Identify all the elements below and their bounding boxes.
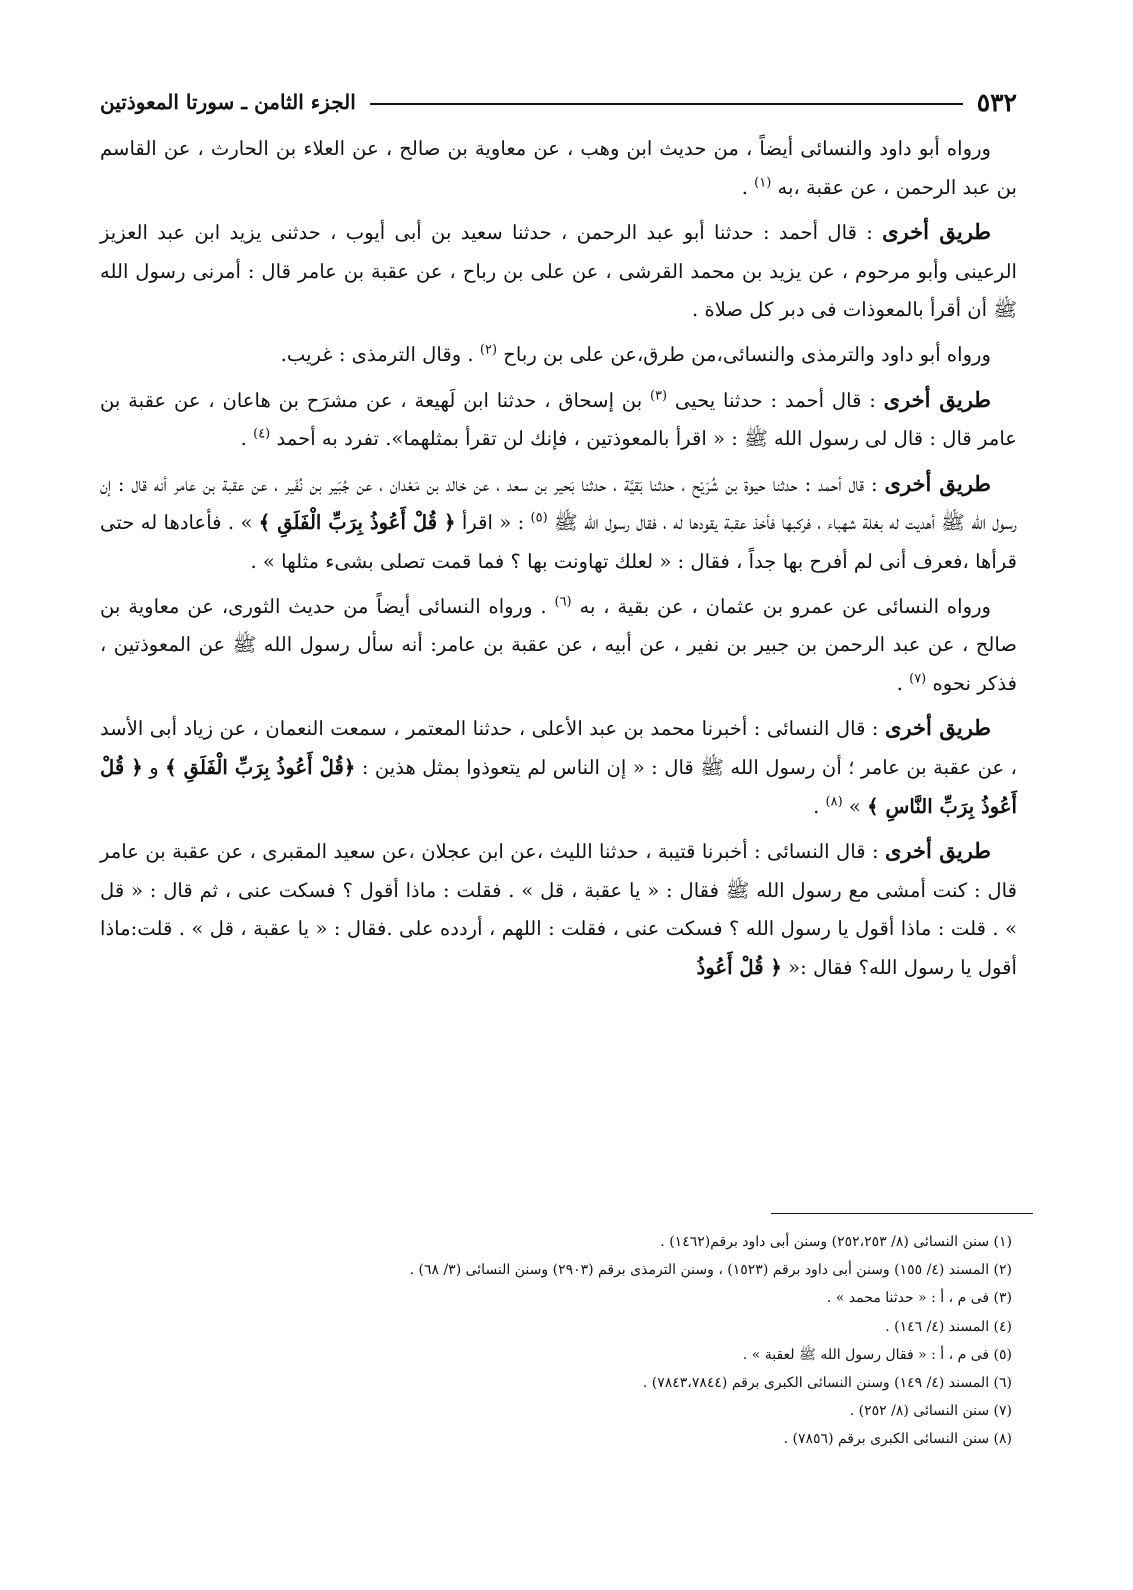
text: . — [896, 671, 903, 695]
text: : قال النسائى : أخبرنا محمد بن عبد الأعلى ، حدثنا المعتمر ، سمعت النعمان ، عن زياد أبى الأسد ، عن عقبة بن عامر ؛ أن رسول الله ﷺ قال : « إن الناس لم يتعوذوا بمثل هذين : — [100, 717, 1017, 779]
text: : قال أحمد : حدثنا حيوة بن شُرَيْح ، حدثنا بَقيَّة ، حدثنا بَحير بن سعد ، عن خالد بن مَعْدان ، عن جُبَير بن نُفَير ، عن عقبة بن عامر أنه قال : إن رسول الله ﷺ أهديت له بغلة شهباء ، فركبها فأخذ عقبة يقودها له ، فقال رسول الله ﷺ — [100, 472, 1017, 535]
main-text — [100, 130, 1017, 993]
footnote: (٢) المسند (٤/ ١٥٥) وسنن أبى داود برقم (١٥٢٣) ، وسنن الترمذى برقم (٢٩٠٣) وسنن النسائى (٣/ ٦٨) . — [409, 1262, 1012, 1279]
text: ورواه أبو داود والنسائى أيضاً ، من حديث ابن وهب ، عن معاوية بن صالح ، عن العلاء بن الحارث ، عن القاسم بن عبد الرحمن ، عن عقبة ،به — [100, 137, 1017, 199]
text: : « اقرأ — [461, 511, 525, 535]
quran-quote: ﴿ قُلْ أَعُوذُ — [696, 955, 782, 979]
quran-quote: ﴿قُلْ أَعُوذُ بِرَبِّ الْفَلَقِ ﴾ — [165, 755, 356, 779]
footnote: (١) سنن النسائى (٨/ ٢٥٢،٢٥٣) وسنن أبى داود برقم(١٤٦٢) . — [660, 1234, 1012, 1250]
section-lead: طريق أخرى — [885, 838, 991, 864]
paragraph-4 — [100, 381, 1017, 459]
footnote-ref: (٤) — [253, 426, 271, 442]
text: بن إسحاق ، حدثنا ابن لَهيعة ، عن مشرَح بن هاعان ، عن عقبة بن عامر قال : قال لى رسول الله ﷺ : « اقرأ بالمعوذتين ، فإنك لن تقرأ بمثلهما». تفرد به أحمد — [100, 388, 1017, 451]
page-header — [100, 84, 1017, 120]
text: . ورواه النسائى أيضاً من حديث الثورى، عن معاوية بن صالح ، عن عبد الرحمن بن جبير بن نفير ، عن أبيه ، عن عقبة بن عامر: أنه سأل رسول الله ﷺ عن المعوذتين ، فذكر نحوه — [100, 594, 1017, 695]
paragraph-8 — [100, 832, 1017, 987]
text: و — [149, 755, 159, 779]
text: : قال أحمد : حدثنا يحيى — [674, 388, 876, 412]
footnote-ref: (٥) — [530, 510, 548, 526]
footnote: (٨) سنن النسائى الكبرى برقم (٧٨٥٦) . — [783, 1431, 1012, 1448]
footnote-ref: (٨) — [825, 793, 843, 809]
footnotes — [100, 1228, 1017, 1454]
footnote: (٥) فى م ، أ : « فقال رسول الله ﷺ لعقبة » . — [742, 1346, 1012, 1363]
text: » . فأعادها له حتى قرأها ،فعرف أنى لم أفرح بها جداً ، فقال : « لعلك تهاونت بها ؟ فما قمت تصلى بشىء مثلها » . — [100, 511, 1017, 573]
section-lead: طريق أخرى — [884, 715, 992, 741]
text: ورواه النسائى عن عمرو بن عثمان ، عن بقية ، به — [579, 594, 992, 618]
quran-quote: ﴿ قُلْ أَعُوذُ بِرَبِّ النَّاسِ ﴾ — [100, 755, 1017, 818]
quran-quote: ﴿ قُلْ أَعُوذُ بِرَبِّ الْفَلَقِ ﴾ — [258, 511, 456, 535]
text: . وقال الترمذى : غريب. — [280, 342, 474, 366]
text: . — [240, 427, 247, 451]
running-title: الجزء الثامن ـ سورتا المعوذتين — [100, 90, 356, 114]
footnote-ref: (٢) — [479, 342, 498, 358]
header-rule — [370, 103, 963, 105]
footnote: (٣) فى م ، أ : « حدثنا محمد » . — [826, 1290, 1012, 1307]
text: : قال النسائى : أخبرنا قتيبة ، حدثنا الليث ،عن ابن عجلان ،عن سعيد المقبرى ، عن عقبة بن عامر قال : كنت أمشى مع رسول الله ﷺ فقال : « يا عقبة ، قل » . فقلت : ماذا أقول ؟ فسكت عنى ، ثم قال : « قل » . قلت : ماذا أقول يا رسول الله ؟ فسكت عنى ، فقلت : اللهم ، أردده على .فقال : « يا عقبة ، قل » . قلت:ماذا أقول يا رسول الله؟ فقال :« — [100, 840, 1017, 979]
footnote-ref: (٣) — [649, 388, 668, 404]
footnote: (٦) المسند (٤/ ١٤٩) وسنن النسائى الكبرى برقم (٧٨٤٣،٧٨٤٤) . — [642, 1375, 1012, 1392]
paragraph-2 — [100, 213, 1017, 330]
paragraph-5 — [100, 465, 1017, 582]
footnote-ref: (٧) — [909, 671, 927, 687]
paragraph-3 — [100, 336, 1017, 375]
section-lead: طريق أخرى — [882, 219, 991, 245]
footnote-ref: (٦) — [554, 594, 572, 609]
text: ورواه أبو داود والترمذى والنسائى،من طرق،عن على بن رباح — [503, 342, 991, 366]
text: . — [741, 175, 748, 199]
footnote: (٧) سنن النسائى (٨/ ٢٥٢) . — [849, 1403, 1012, 1420]
footnote: (٤) المسند (٤/ ١٤٦) . — [885, 1318, 1012, 1335]
text: : قال أحمد : حدثنا أبو عبد الرحمن ، حدثنا سعيد بن أبى أيوب ، حدثنى يزيد ابن عبد العزيز الرعينى وأبو مرحوم ، عن يزيد بن محمد القرشى ، عن على بن رباح ، عن عقبة بن عامر قال : أمرنى رسول الله ﷺ أن أقرأ بالمعوذات فى دبر كل صلاة . — [100, 221, 1017, 322]
paragraph-7 — [100, 709, 1017, 826]
text: » — [848, 794, 861, 818]
section-lead: طريق أخرى — [883, 386, 992, 412]
footnote-separator — [771, 1213, 1033, 1214]
text: . — [813, 794, 820, 818]
paragraph-1 — [100, 130, 1017, 207]
section-lead: طريق أخرى — [884, 470, 991, 496]
footnote-ref: (١) — [754, 175, 772, 191]
paragraph-6 — [100, 588, 1017, 704]
page-number: ٥٣٢ — [976, 87, 1017, 117]
